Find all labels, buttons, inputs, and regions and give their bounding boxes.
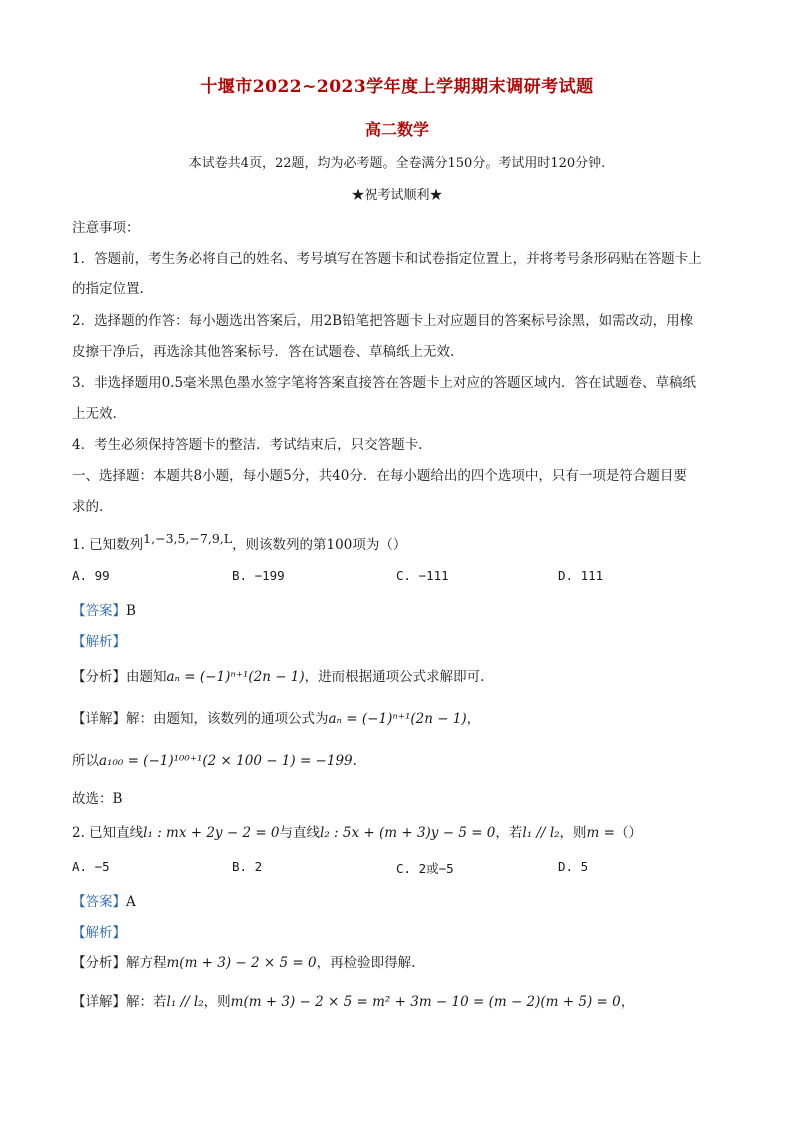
q1-answer (72, 599, 732, 619)
q2-xiangjie-parallel: l₁ // l₂ (166, 994, 204, 1010)
q2-xiangjie-tag: 【详解】 (72, 994, 126, 1010)
page-title: 十堰市2022~2023学年度上学期期末调研考试题 (200, 77, 594, 97)
note-3-line-1: 3．非选择题用0.5毫米黑色墨水签字笔将答案直接答在答题卡上对应的答题区域内．答在试题卷、草稿纸 (72, 375, 697, 391)
section-1-line-1: 一、选择题：本题共8小题，每小题5分，共40分．在每小题给出的四个选项中，只有一项是符合题目要 (72, 468, 687, 484)
q1-xiangjie-post: ， (466, 711, 481, 727)
q1-fenxi (72, 665, 732, 685)
q2-answer-value: A (126, 894, 136, 910)
q2-xiangjie-post: ， (620, 994, 635, 1010)
exam-intro: 本试卷共4页，22题，均为必考题。全卷满分150分。考试用时120分钟. (188, 156, 606, 171)
q1-suoyi-post: . (352, 753, 357, 769)
note-1-line-2: 的指定位置. (72, 281, 144, 297)
q1-xiangjie-formula: aₙ = (−1)ⁿ⁺¹(2n − 1) (328, 711, 467, 727)
note-1-line-1: 1．答题前，考生务必将自己的姓名、考号填写在答题卡和试卷指定位置上，并将考号条形码贴在答题卡上 (72, 251, 702, 267)
q1-suffix: ，则该数列的第100项为（） (232, 537, 407, 553)
q1-fenxi-formula: aₙ = (−1)ⁿ⁺¹(2n − 1) (166, 669, 305, 685)
notes-heading: 注意事项： (72, 220, 140, 236)
q2-suffix1: ，若 (495, 825, 523, 841)
q2-option-d: D. 5 (558, 859, 589, 874)
q1-option-b: B. −199 (232, 568, 285, 583)
q1-xiangjie (72, 707, 732, 727)
q2-mid: 与直线 (279, 825, 321, 841)
note-3-line-2: 上无效. (72, 406, 117, 422)
q2-fenxi-pre: 解方程 (126, 955, 167, 971)
q2-option-a: A. −5 (72, 859, 110, 874)
q2-parallel: l₁ // l₂ (522, 825, 560, 841)
exam-wish: ★祝考试顺利★ (351, 188, 443, 203)
q2-fenxi (72, 951, 732, 971)
q1-prefix: 1. 已知数列 (72, 537, 144, 553)
note-2-line-2: 皮擦干净后，再选涂其他答案标号．答在试题卷、草稿纸上无效. (72, 344, 455, 360)
q2-option-b: B. 2 (232, 859, 263, 874)
question-1 (72, 533, 732, 553)
q1-xiangjie-pre: 解：由题知，该数列的通项公式为 (126, 711, 329, 727)
q1-fenxi-post: ，进而根据通项公式求解即可. (304, 669, 485, 685)
q2-fenxi-post: ，再检验即得解. (316, 955, 416, 971)
q1-option-c: C. −111 (396, 568, 449, 583)
q1-fenxi-pre: 由题知 (126, 669, 167, 685)
note-4: 4．考生必须保持答题卡的整洁．考试结束后，只交答题卡. (72, 437, 423, 453)
q2-paren: （） (614, 825, 642, 841)
q2-l1: l₁ : mx + 2y − 2 = 0 (143, 825, 280, 841)
q2-xiangjie-formula: m(m + 3) − 2 × 5 = m² + 3m − 10 = (m − 2)(m + 5) = 0 (230, 994, 621, 1010)
q1-sequence: 1,−3,5,−7,9,L (143, 531, 233, 546)
q2-option-c: C. 2或−5 (396, 861, 454, 876)
q1-option-d: D. 111 (558, 568, 604, 583)
q2-xiangjie-pre: 解：若 (126, 994, 167, 1010)
q2-l2: l₂ : 5x + (m + 3)y − 5 = 0 (320, 825, 496, 841)
q1-suoyi-formula: a₁₀₀ = (−1)¹⁰⁰⁺¹(2 × 100 − 1) = −199 (99, 753, 353, 769)
note-2-line-1: 2．选择题的作答：每小题选出答案后，用2B铅笔把答题卡上对应题目的答案标号涂黑，如需改动，用橡 (72, 313, 694, 329)
q1-suoyi (72, 749, 732, 769)
q1-fenxi-tag: 【分析】 (72, 669, 126, 685)
question-2 (72, 821, 732, 841)
q1-answer-value: B (126, 603, 136, 619)
q1-suoyi-pre: 所以 (72, 753, 99, 769)
q1-jiexi: 【解析】 (72, 634, 126, 650)
q2-xiangjie (72, 990, 732, 1010)
q1-answer-tag: 【答案】 (72, 603, 126, 619)
q2-fenxi-tag: 【分析】 (72, 955, 126, 971)
q2-suffix2: ，则 (559, 825, 587, 841)
q1-xiangjie-tag: 【详解】 (72, 711, 126, 727)
q2-jiexi: 【解析】 (72, 925, 126, 941)
q2-fenxi-formula: m(m + 3) − 2 × 5 = 0 (166, 955, 317, 971)
q1-option-a: A. 99 (72, 568, 110, 583)
section-1-line-2: 求的. (72, 499, 104, 515)
q2-answer (72, 890, 732, 910)
q2-prefix: 2. 已知直线 (72, 825, 144, 841)
page-subtitle: 高二数学 (364, 120, 429, 139)
q2-xiangjie-mid: ，则 (203, 994, 231, 1010)
q1-guxuan: 故选：B (72, 791, 123, 807)
q2-m-eq: m = (586, 825, 615, 841)
q2-answer-tag: 【答案】 (72, 894, 126, 910)
